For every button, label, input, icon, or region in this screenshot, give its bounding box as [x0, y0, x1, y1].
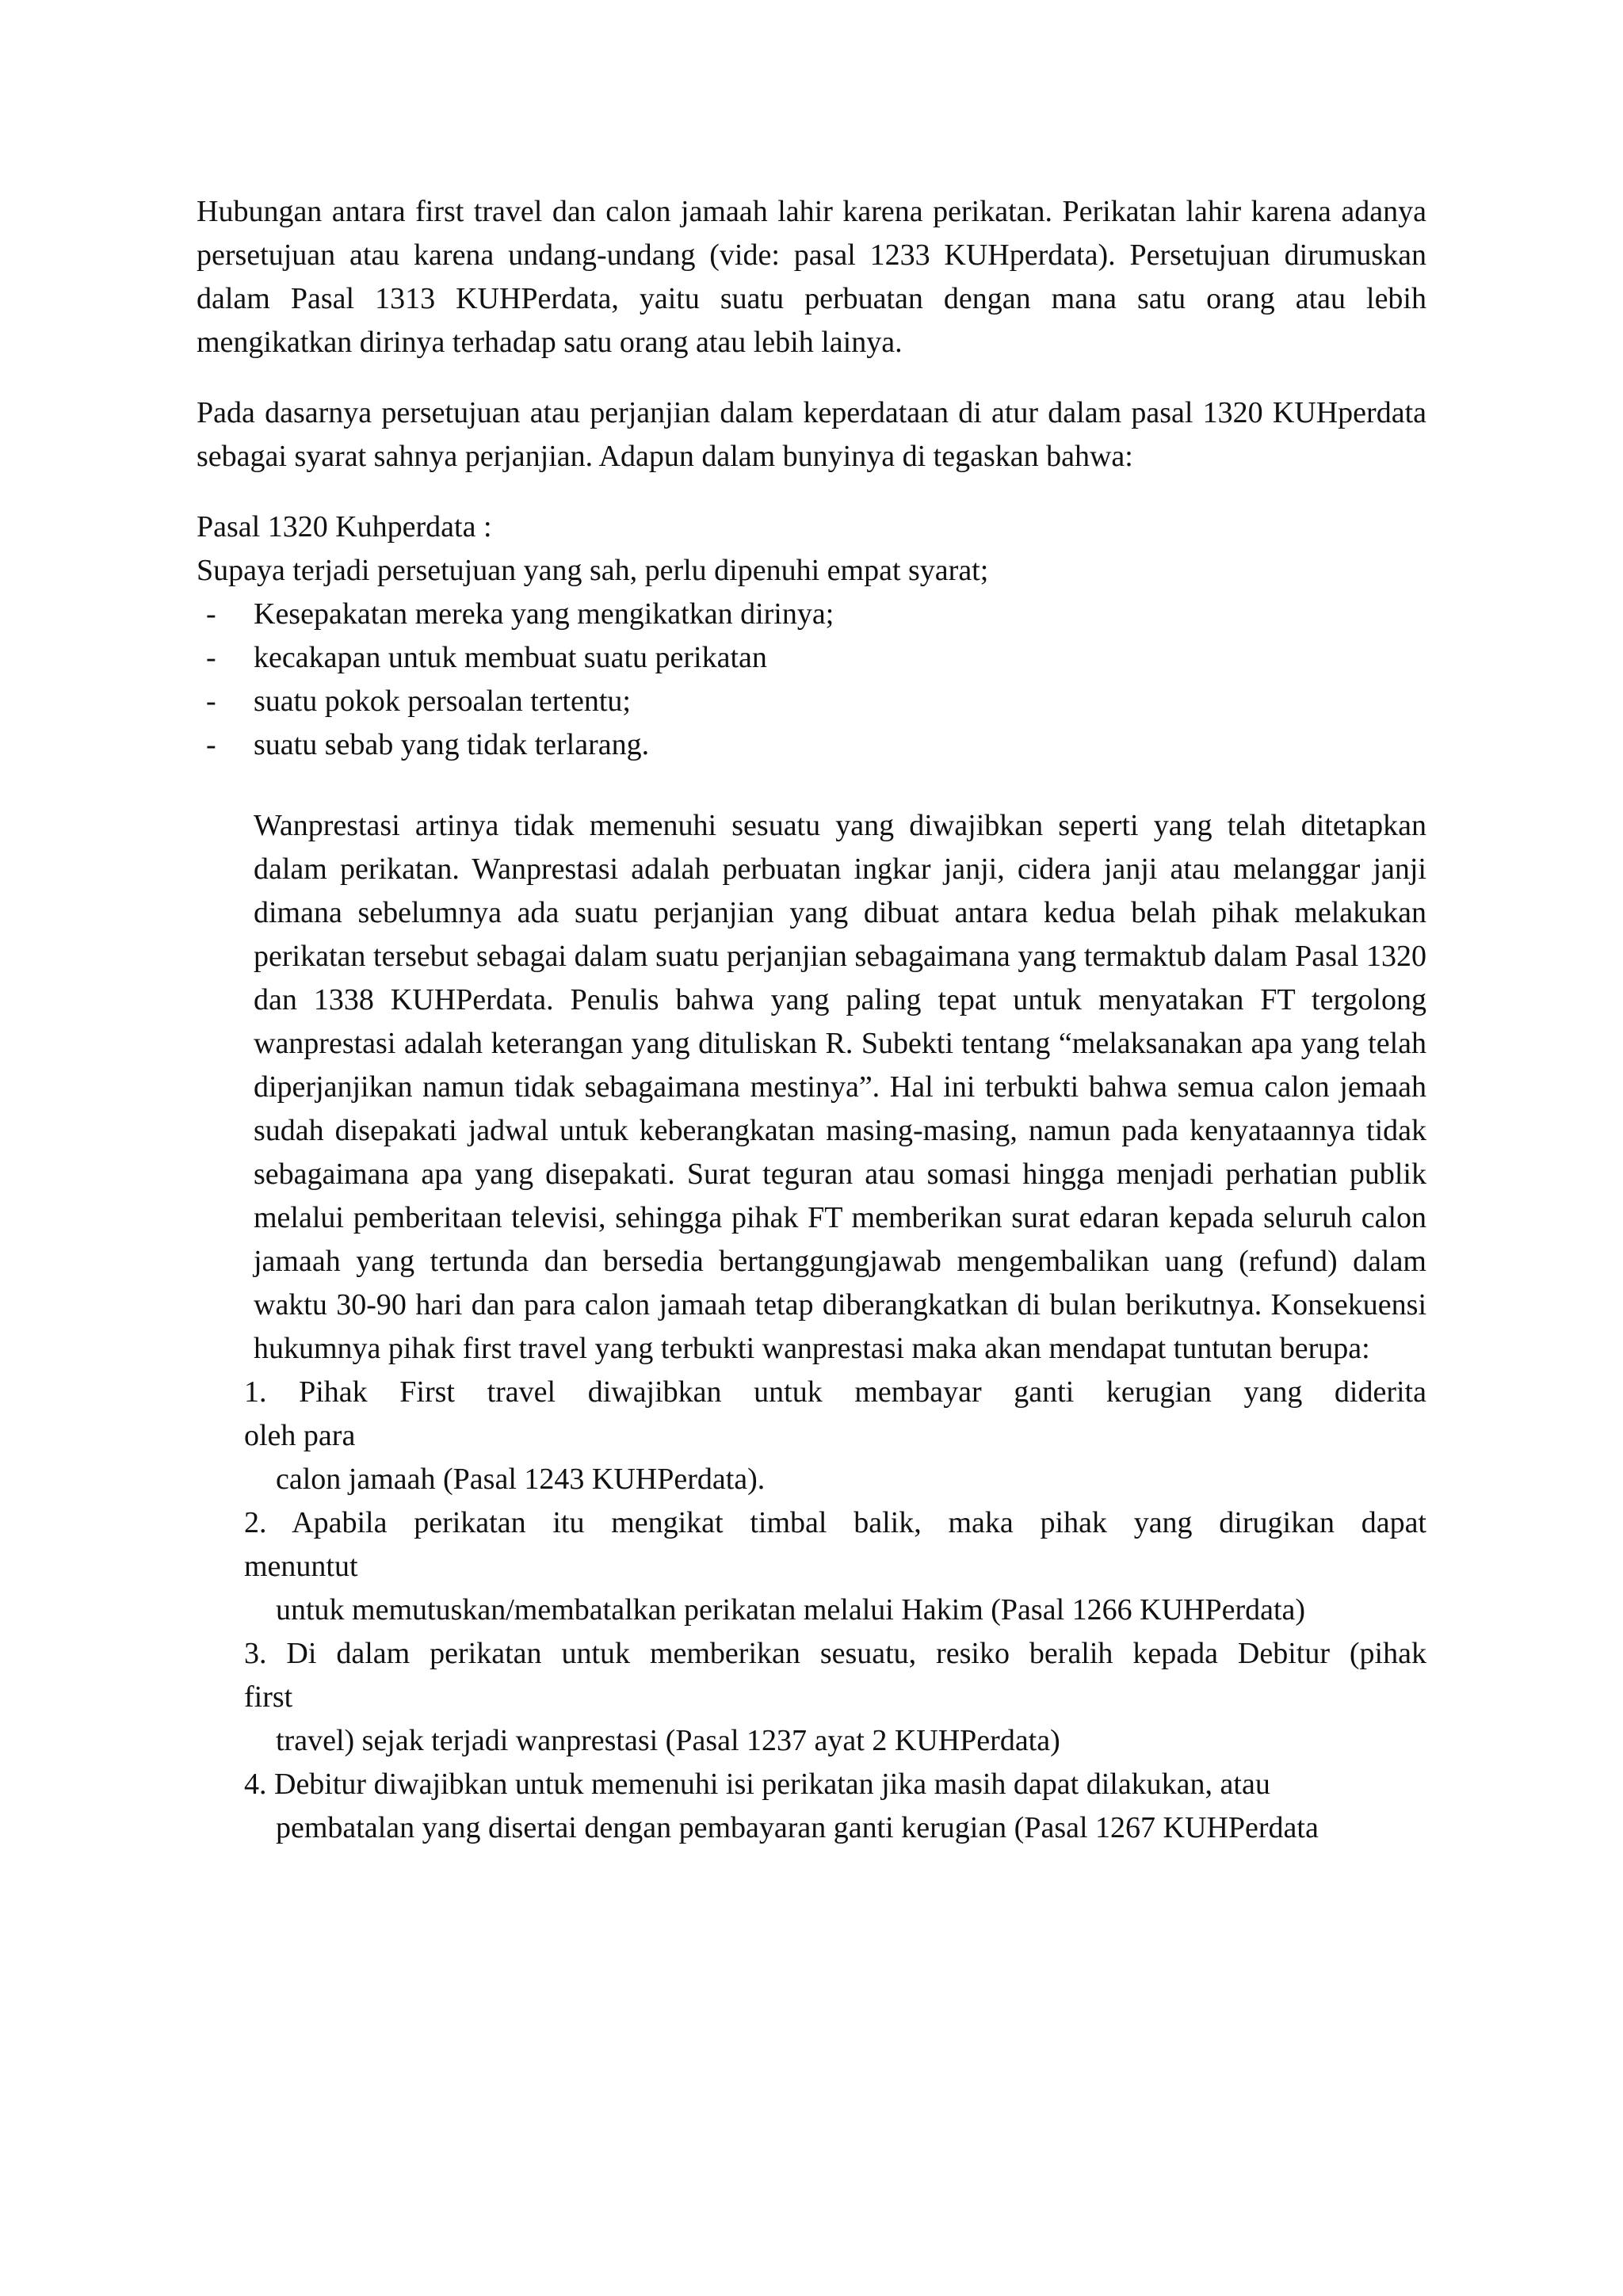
- list-item: [197, 593, 1426, 636]
- list-item-line: 4. Debitur diwajibkan untuk memenuhi isi perikatan jika masih dapat dilakukan, atau: [244, 1768, 1270, 1801]
- syarat-list: [197, 593, 1426, 767]
- list-item-continuation: calon jamaah (Pasal 1243 KUHPerdata).: [276, 1463, 766, 1496]
- list-item-text: suatu pokok persoalan tertentu;: [254, 685, 631, 718]
- list-item: [244, 1371, 1426, 1501]
- list-item: [197, 723, 1426, 767]
- pasal-1320-section: [197, 505, 1426, 767]
- list-item-line: 1. Pihak First travel diwajibkan untuk membayar ganti kerugian yang diderita: [244, 1375, 1426, 1409]
- list-item: [244, 1632, 1426, 1763]
- list-item-continuation: pembatalan yang disertai dengan pembayaran ganti kerugian (Pasal 1267 KUHPerdata: [276, 1811, 1319, 1844]
- list-item: [197, 636, 1426, 680]
- pasal-intro: Supaya terjadi persetujuan yang sah, perlu dipenuhi empat syarat;: [197, 554, 989, 587]
- wanprestasi-section: [254, 804, 1426, 1371]
- list-item-text: suatu sebab yang tidak terlarang.: [254, 728, 650, 761]
- list-item-line: oleh para: [244, 1419, 356, 1452]
- list-item-continuation: travel) sejak terjadi wanprestasi (Pasal 1237 ayat 2 KUHPerdata): [276, 1724, 1060, 1757]
- list-dash: -: [206, 728, 216, 761]
- tuntutan-list: [244, 1371, 1426, 1850]
- list-item-line: menuntut: [244, 1550, 358, 1583]
- list-dash: -: [206, 597, 216, 631]
- paragraph-wanprestasi: Wanprestasi artinya tidak memenuhi sesuatu yang diwajibkan seperti yang telah ditetapkan dalam perikatan. Wanprestasi adalah perbuatan ingkar janji, cidera janji atau melanggar janji dimana sebelumnya ada suatu perjanjian yang dibuat antara kedua belah pihak melakukan perikatan tersebut sebagai dalam suatu perjanjian sebagaimana yang termaktub dalam Pasal 1320 dan 1338 KUHPerdata. Penulis bahwa yang paling tepat untuk menyatakan FT tergolong wanprestasi adalah keterangan yang dituliskan R. Subekti tentang “melaksanakan apa yang telah diperjanjikan namun tidak sebagaimana mestinya”. Hal ini terbukti bahwa semua calon jemaah sudah disepakati jadwal untuk keberangkatan masing-masing, namun pada kenyataannya tidak sebagaimana apa yang disepakati. Surat teguran atau somasi hingga menjadi perhatian publik melalui pemberitaan televisi, sehingga pihak FT memberikan surat edaran kepada seluruh calon jamaah yang tertunda dan bersedia bertanggungjawab mengembalikan uang (refund) dalam waktu 30-90 hari dan para calon jamaah tetap diberangkatkan di bulan berikutnya. Konsekuensi hukumnya pihak first travel yang terbukti wanprestasi maka akan mendapat tuntutan berupa:: [254, 809, 1426, 1365]
- document-page: [197, 190, 1426, 1850]
- list-item-text: kecakapan untuk membuat suatu perikatan: [254, 641, 767, 674]
- list-item-line: first: [244, 1680, 293, 1714]
- list-item-continuation: untuk memutuskan/membatalkan perikatan melalui Hakim (Pasal 1266 KUHPerdata): [276, 1593, 1306, 1627]
- list-item-line: 2. Apabila perikatan itu mengikat timbal balik, maka pihak yang dirugikan dapat: [244, 1506, 1426, 1539]
- list-item-text: Kesepakatan mereka yang mengikatkan dirinya;: [254, 597, 834, 631]
- paragraph-hubungan: Hubungan antara first travel dan calon jamaah lahir karena perikatan. Perikatan lahir karena adanya persetujuan atau karena undang-undang (vide: pasal 1233 KUHperdata). Persetujuan dirumuskan dalam Pasal 1313 KUHPerdata, yaitu suatu perbuatan dengan mana satu orang atau lebih mengikatkan dirinya terhadap satu orang atau lebih lainya.: [197, 195, 1426, 359]
- list-item: [197, 680, 1426, 723]
- list-dash: -: [206, 685, 216, 718]
- list-item: [244, 1763, 1426, 1850]
- list-dash: -: [206, 641, 216, 674]
- list-item-line: 3. Di dalam perikatan untuk memberikan sesuatu, resiko beralih kepada Debitur (pihak: [244, 1637, 1426, 1670]
- paragraph-dasar-persetujuan: Pada dasarnya persetujuan atau perjanjian dalam keperdataan di atur dalam pasal 1320 KUHperdata sebagai syarat sahnya perjanjian. Adapun dalam bunyinya di tegaskan bahwa:: [197, 396, 1426, 473]
- pasal-title: Pasal 1320 Kuhperdata :: [197, 510, 492, 543]
- list-item: [244, 1501, 1426, 1632]
